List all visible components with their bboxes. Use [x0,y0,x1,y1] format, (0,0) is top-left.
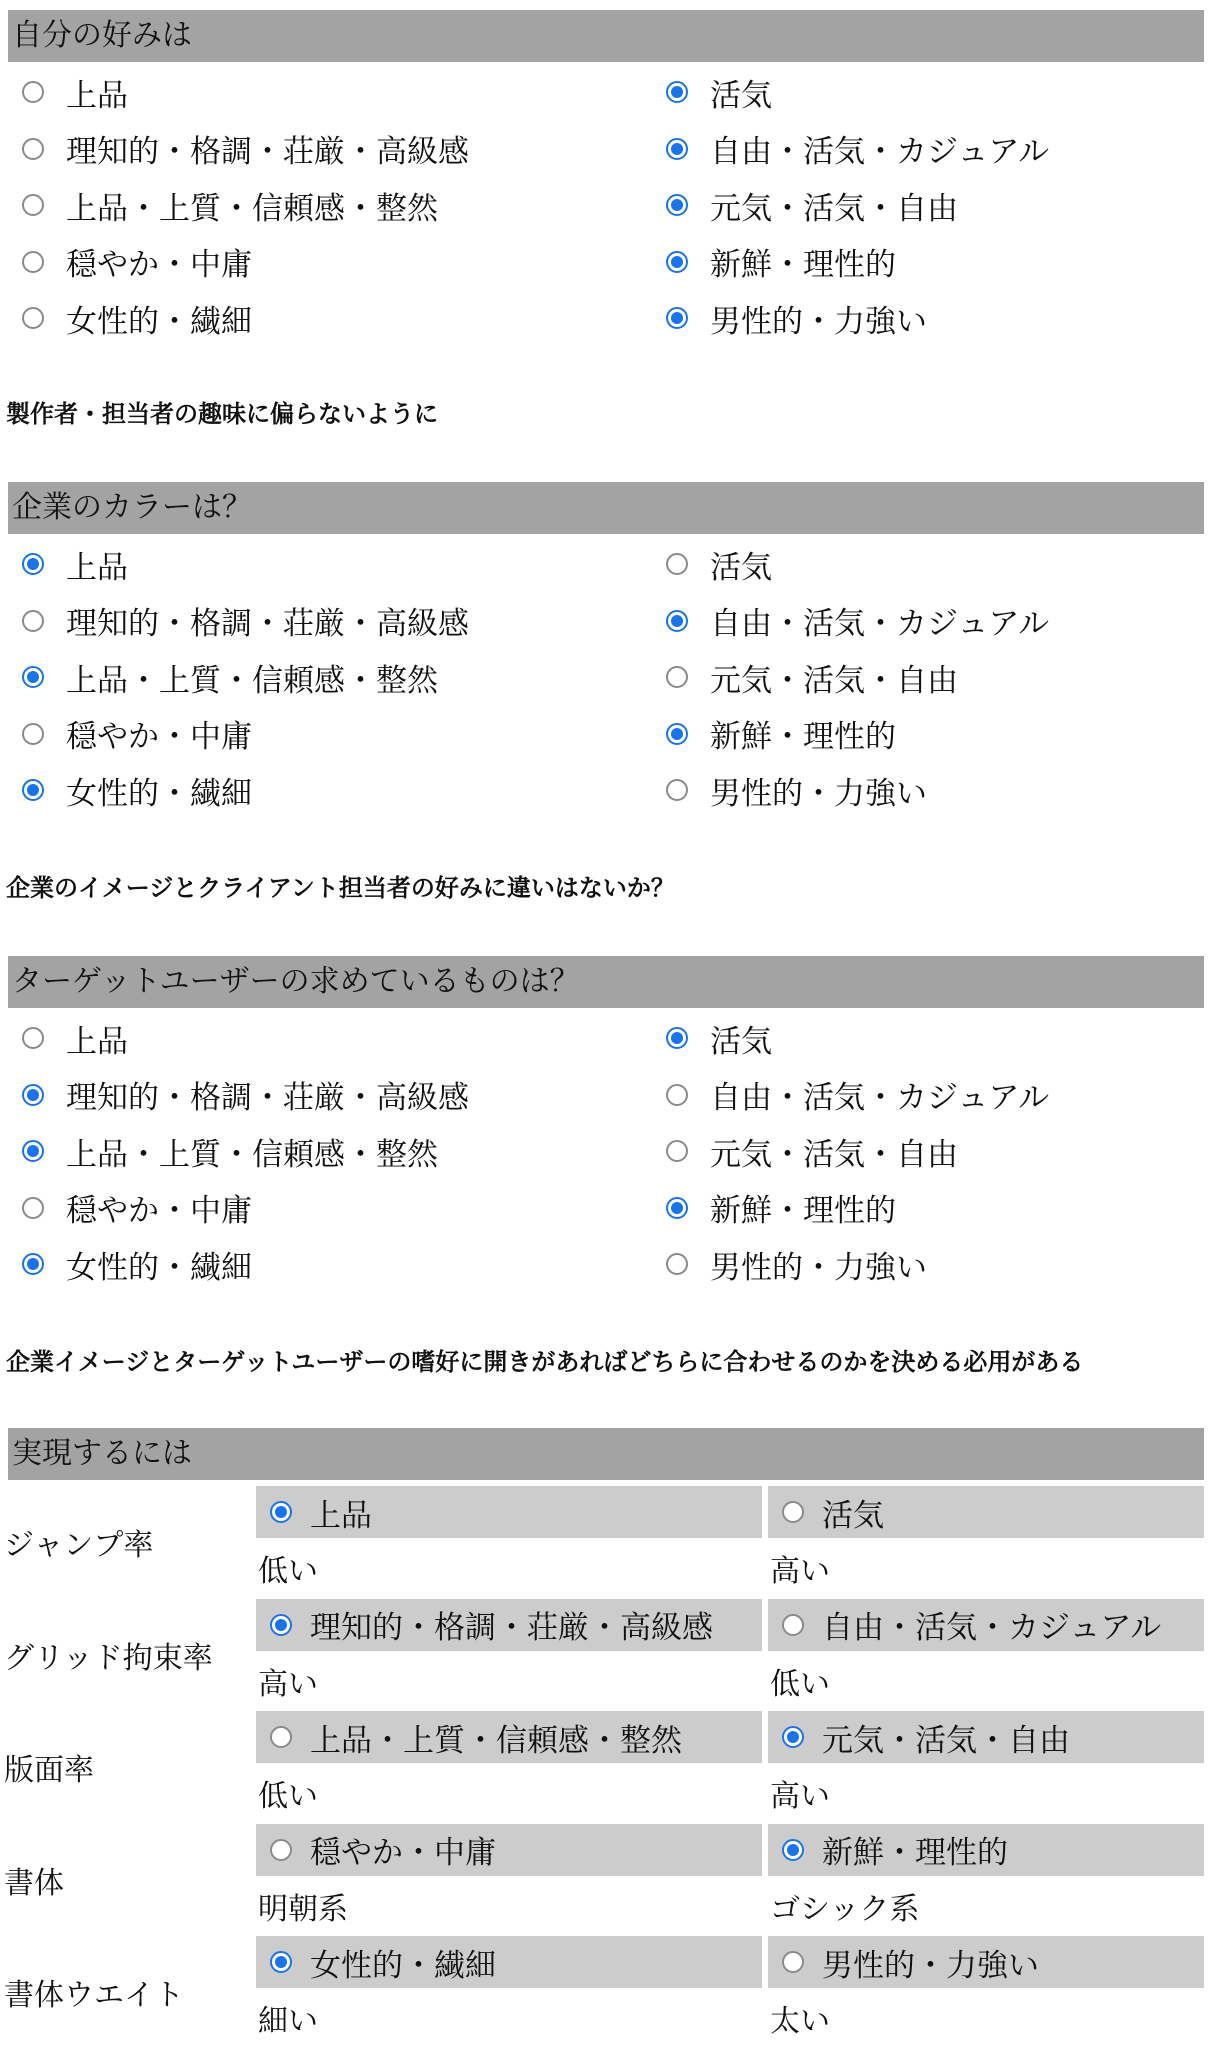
radio-option[interactable] [22,593,469,649]
radio-option-label: 新鮮・理性的 [710,719,896,755]
level-text: 高い [258,1666,318,1702]
radio-option[interactable] [666,1010,772,1066]
radio-option-label: 男性的・力強い [710,775,927,812]
radio-option-label: 元気・活気・自由 [710,190,958,227]
radio-option-left[interactable] [256,1824,762,1876]
radio-option[interactable] [22,1123,438,1179]
radio-unchecked-icon[interactable] [666,779,688,801]
radio-option-label: 新鮮・理性的 [710,1193,896,1229]
note-2: 企業のイメージとクライアント担当者の好みに違いはないか？ [6,874,675,902]
radio-option[interactable] [666,1180,896,1236]
radio-option-label: 新鮮・理性的 [822,1835,1008,1871]
radio-option-label: 女性的・繊細 [310,1947,496,1984]
radio-option-label: 理知的・格調・荘厳・高級感 [66,606,469,642]
radio-unchecked-icon[interactable] [22,723,44,745]
level-text: ゴシック系 [770,1891,920,1927]
radio-checked-icon[interactable] [666,138,688,160]
row-label: 書体 [4,1865,64,1901]
section-target-user [8,956,1204,1286]
row-label: グリッド拘束率 [4,1640,213,1676]
radio-checked-icon[interactable] [22,1253,44,1275]
radio-option-label: 男性的・力強い [710,1249,927,1286]
radio-unchecked-icon[interactable] [782,1951,804,1973]
radio-option[interactable] [666,177,958,233]
radio-option-label: 上品 [310,1497,372,1534]
radio-checked-icon[interactable] [666,610,688,632]
radio-checked-icon[interactable] [22,553,44,575]
radio-unchecked-icon[interactable] [22,307,44,329]
radio-option-label: 穏やか・中庸 [66,1193,252,1229]
radio-option-label: 自由・活気・カジュアル [822,1610,1162,1646]
radio-option-left[interactable] [256,1486,762,1538]
radio-unchecked-icon[interactable] [22,81,44,103]
radio-option[interactable] [22,649,438,705]
radio-option-label: 活気 [822,1497,884,1534]
radio-option[interactable] [22,234,252,290]
radio-option-label: 上品・上質・信頼感・整然 [310,1722,682,1759]
radio-unchecked-icon[interactable] [782,1614,804,1636]
level-text: 太い [770,2004,830,2039]
radio-unchecked-icon[interactable] [666,666,688,688]
level-text: 低い [770,1666,830,1702]
level-text: 高い [770,1554,830,1589]
radio-option-label: 上品・上質・信頼感・整然 [66,190,438,227]
section-self-preference [8,10,1204,340]
radio-checked-icon[interactable] [270,1501,292,1523]
radio-checked-icon[interactable] [666,307,688,329]
section-title: ターゲットユーザーの求めているものは？ [8,956,1204,1008]
radio-option[interactable] [22,64,128,120]
radio-unchecked-icon[interactable] [270,1726,292,1748]
radio-option-label: 上品・上質・信頼感・整然 [66,1136,438,1173]
level-text: 低い [258,1554,318,1589]
radio-unchecked-icon[interactable] [666,1253,688,1275]
radio-option-right[interactable] [768,1486,1204,1538]
row-label: 書体ウエイト [4,1978,184,2013]
radio-unchecked-icon[interactable] [22,194,44,216]
radio-option-label: 穏やか・中庸 [310,1835,496,1871]
radio-option[interactable] [22,121,469,177]
radio-option[interactable] [22,762,252,818]
radio-option-label: 上品 [66,77,128,114]
radio-checked-icon[interactable] [666,1027,688,1049]
radio-checked-icon[interactable] [782,1839,804,1861]
radio-unchecked-icon[interactable] [22,138,44,160]
radio-option[interactable] [666,706,896,762]
radio-option-label: 新鮮・理性的 [710,247,896,283]
radio-option-right[interactable] [768,1936,1204,1988]
radio-unchecked-icon[interactable] [22,610,44,632]
radio-option-label: 自由・活気・カジュアル [710,1080,1050,1116]
radio-checked-icon[interactable] [782,1726,804,1748]
radio-option-label: 自由・活気・カジュアル [710,134,1050,170]
radio-checked-icon[interactable] [22,1084,44,1106]
radio-option-right[interactable] [768,1599,1204,1651]
radio-unchecked-icon[interactable] [666,1140,688,1162]
radio-option-label: 元気・活気・自由 [822,1722,1070,1759]
level-text: 細い [258,2004,318,2039]
radio-option-label: 穏やか・中庸 [66,247,252,283]
radio-option[interactable] [666,1067,1049,1123]
level-text: 低い [258,1779,318,1814]
radio-option[interactable] [666,64,772,120]
radio-option[interactable] [22,1236,252,1292]
radio-checked-icon[interactable] [666,723,688,745]
radio-option-right[interactable] [768,1711,1204,1763]
radio-option[interactable] [22,1180,252,1236]
radio-option-label: 理知的・格調・荘厳・高級感 [66,134,469,170]
radio-option-label: 穏やか・中庸 [66,719,252,755]
radio-option-label: 理知的・格調・荘厳・高級感 [66,1080,469,1116]
radio-option[interactable] [666,1123,958,1179]
radio-option-label: 男性的・力強い [710,303,927,340]
radio-unchecked-icon[interactable] [666,1084,688,1106]
radio-option[interactable] [22,706,252,762]
radio-option[interactable] [666,290,927,346]
radio-checked-icon[interactable] [666,81,688,103]
radio-option-label: 男性的・力強い [822,1947,1039,1984]
section-title: 自分の好みは [8,10,1204,62]
radio-checked-icon[interactable] [22,1140,44,1162]
radio-option-label: 活気 [710,1023,772,1060]
radio-option-label: 元気・活気・自由 [710,662,958,699]
radio-checked-icon[interactable] [666,194,688,216]
radio-option[interactable] [666,536,772,592]
row-label: 版面率 [4,1753,94,1788]
radio-option[interactable] [666,234,896,290]
radio-unchecked-icon[interactable] [22,1027,44,1049]
radio-option[interactable] [22,1010,128,1066]
radio-option-label: 理知的・格調・荘厳・高級感 [310,1610,713,1646]
radio-option-left[interactable] [256,1599,762,1651]
row-label: ジャンプ率 [4,1528,154,1563]
radio-option-label: 活気 [710,549,772,586]
radio-option[interactable] [666,121,1049,177]
radio-option-left[interactable] [256,1711,762,1763]
radio-option-label: 女性的・繊細 [66,1249,252,1286]
radio-checked-icon[interactable] [666,1197,688,1219]
section-title: 実現するには [8,1428,1204,1480]
radio-unchecked-icon[interactable] [782,1501,804,1523]
radio-option[interactable] [22,536,128,592]
radio-option-label: 上品 [66,549,128,586]
radio-checked-icon[interactable] [270,1951,292,1973]
radio-unchecked-icon[interactable] [666,553,688,575]
radio-option[interactable] [666,762,927,818]
radio-option-label: 女性的・繊細 [66,775,252,812]
radio-option[interactable] [22,177,438,233]
radio-option-label: 上品・上質・信頼感・整然 [66,662,438,699]
radio-checked-icon[interactable] [666,251,688,273]
radio-option-label: 活気 [710,77,772,114]
radio-unchecked-icon[interactable] [22,251,44,273]
note-1: 製作者・担当者の趣味に偏らないように [6,400,438,428]
radio-checked-icon[interactable] [22,779,44,801]
radio-option-label: 自由・活気・カジュアル [710,606,1050,642]
radio-option[interactable] [22,290,252,346]
radio-option-right[interactable] [768,1824,1204,1876]
radio-option[interactable] [666,1236,927,1292]
section-company-color [8,482,1204,812]
note-3: 企業イメージとターゲットユーザーの嗜好に開きがあればどちらに合わせるのかを決める必用がある [6,1348,1084,1376]
radio-option[interactable] [666,649,958,705]
radio-option[interactable] [666,593,1049,649]
radio-option-label: 元気・活気・自由 [710,1136,958,1173]
level-text: 明朝系 [258,1891,348,1927]
radio-checked-icon[interactable] [22,666,44,688]
radio-option[interactable] [22,1067,469,1123]
level-text: 高い [770,1779,830,1814]
radio-unchecked-icon[interactable] [270,1839,292,1861]
radio-checked-icon[interactable] [270,1614,292,1636]
radio-option-left[interactable] [256,1936,762,1988]
radio-option-label: 女性的・繊細 [66,303,252,340]
section-realization [8,1428,1204,1480]
section-title: 企業のカラーは？ [8,482,1204,534]
radio-option-label: 上品 [66,1023,128,1060]
radio-unchecked-icon[interactable] [22,1197,44,1219]
